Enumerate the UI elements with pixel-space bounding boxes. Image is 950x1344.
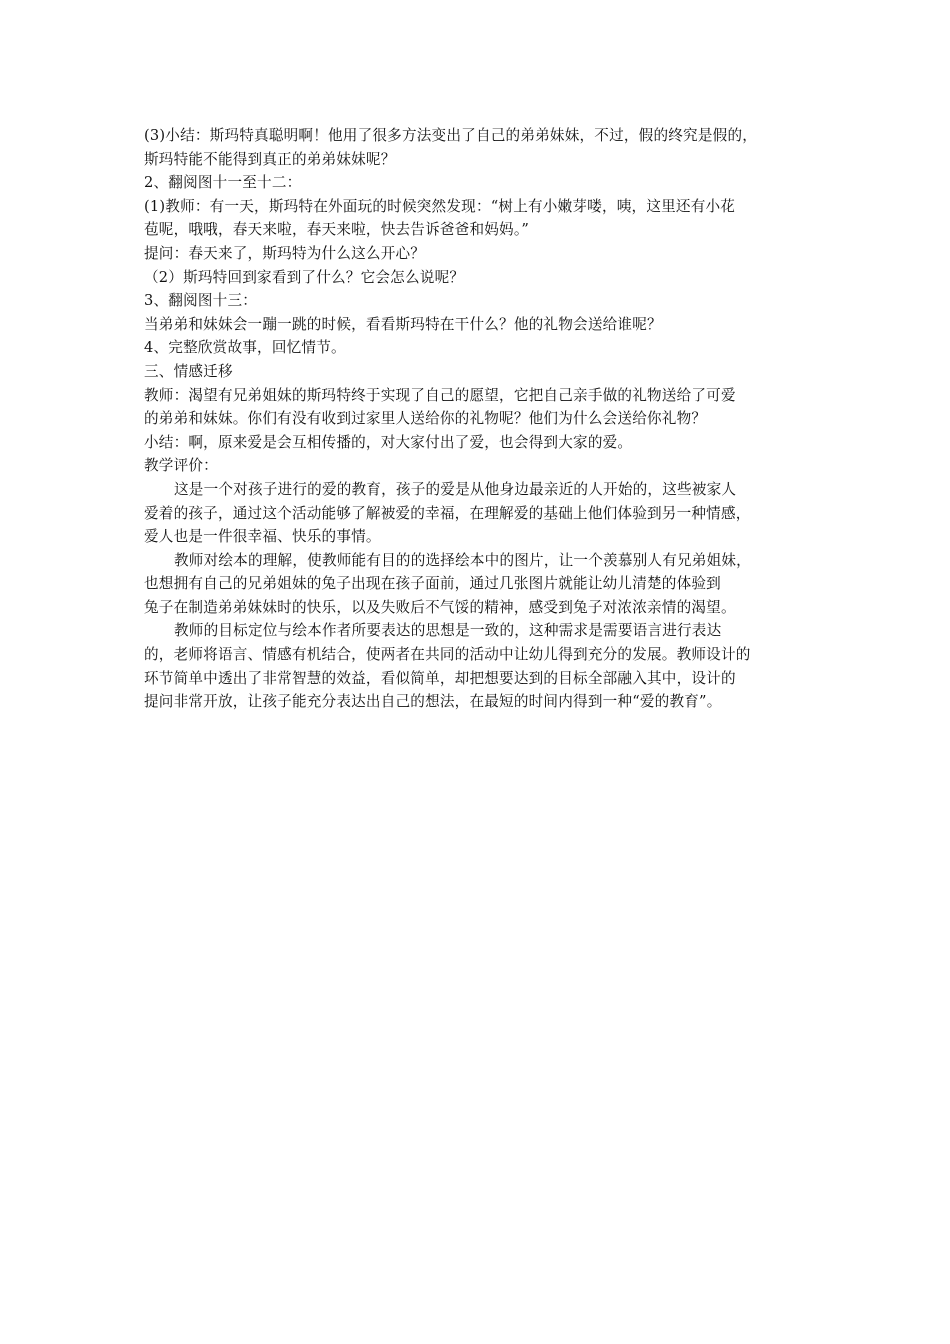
text-line: 爱人也是一件很幸福、快乐的事情。	[144, 528, 381, 546]
text-line: 教师：渴望有兄弟姐妹的斯玛特终于实现了自己的愿望，它把自己亲手做的礼物送给了可爱	[144, 386, 736, 404]
text-line: 小结：啊，原来爱是会互相传播的，对大家付出了爱，也会得到大家的爱。	[144, 433, 633, 451]
text-line: 环节简单中透出了非常智慧的效益，看似简单，却把想要达到的目标全部融入其中，设计的	[144, 669, 736, 687]
section-heading: 教学评价：	[144, 457, 218, 475]
paragraph-first-line: 教师的目标定位与绘本作者所要表达的思想是一致的，这种需求是需要语言进行表达	[174, 622, 722, 640]
text-line: 也想拥有自己的兄弟姐妹的兔子出现在孩子面前，通过几张图片就能让幼儿清楚的体验到	[144, 575, 721, 593]
section-heading: 4、完整欣赏故事，回忆情节。	[144, 339, 346, 357]
text-line: (1)教师：有一天，斯玛特在外面玩的时候突然发现：“树上有小嫩芽喽，咦，这里还有小花	[144, 197, 736, 215]
text-line: 提问非常开放，让孩子能充分表达出自己的想法，在最短的时间内得到一种“爱的教育”。	[144, 693, 722, 711]
paragraph-first-line: 教师对绘本的理解，使教师能有目的的选择绘本中的图片，让一个羡慕别人有兄弟姐妹，	[174, 551, 751, 569]
section-heading: 3、翻阅图十三：	[144, 292, 258, 310]
text-line: 苞呢，哦哦，春天来啦，春天来啦，快去告诉爸爸和妈妈。”	[144, 221, 530, 239]
text-line: 的，老师将语言、情感有机结合，使两者在共同的活动中让幼儿得到充分的发展。教师设计的	[144, 646, 751, 664]
paragraph-first-line: 这是一个对孩子进行的爱的教育，孩子的爱是从他身边最亲近的人开始的，这些被家人	[174, 480, 737, 498]
text-line: 爱着的孩子，通过这个活动能够了解被爱的幸福，在理解爱的基础上他们体验到另一种情感，	[144, 504, 751, 522]
text-line: (3)小结：斯玛特真聪明啊！他用了很多方法变出了自己的弟弟妹妹，不过，假的终究是假的，	[144, 127, 758, 144]
text-line: 的弟弟和妹妹。你们有没有收到过家里人送给你的礼物呢？他们为什么会送给你礼物？	[144, 410, 707, 428]
section-heading: 三、情感迁移	[144, 362, 233, 380]
document-body	[144, 124, 809, 714]
text-line: 斯玛特能不能得到真正的弟弟妹妹呢？	[144, 150, 396, 168]
text-line: 兔子在制造弟弟妹妹时的快乐，以及失败后不气馁的精神，感受到兔子对浓浓亲情的渴望。	[144, 598, 736, 616]
text-line: （2）斯玛特回到家看到了什么？它会怎么说呢？	[144, 268, 465, 286]
text-line: 当弟弟和妹妹会一蹦一跳的时候，看看斯玛特在干什么？他的礼物会送给谁呢？	[144, 315, 662, 333]
text-line: 提问：春天来了，斯玛特为什么这么开心？	[144, 244, 426, 262]
section-heading: 2、翻阅图十一至十二：	[144, 174, 302, 192]
